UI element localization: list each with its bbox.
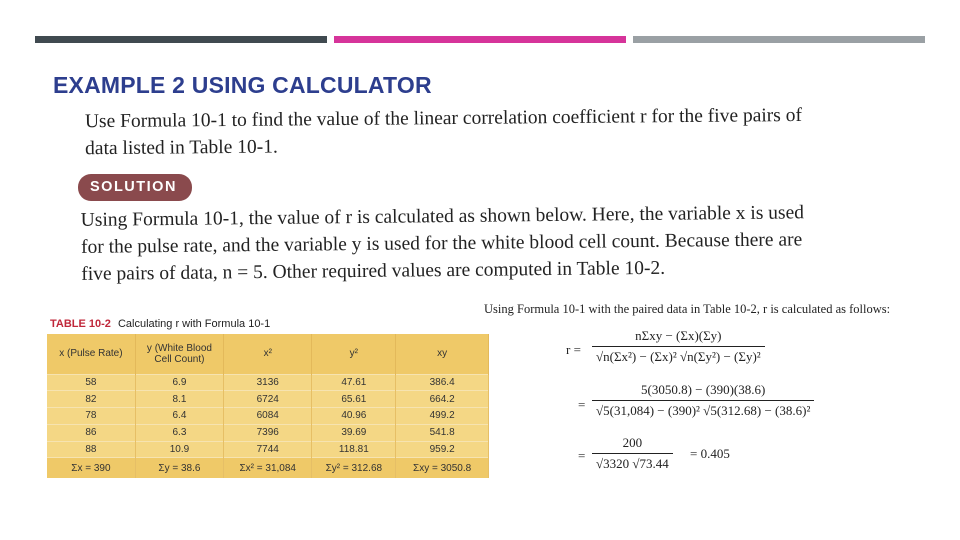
step-1-denominator: √n(Σx²) − (Σx)² √n(Σy²) − (Σy)² xyxy=(596,349,761,364)
step-2-denominator: √5(31,084) − (390)² √5(312.68) − (38.6)² xyxy=(596,403,811,418)
table-row xyxy=(47,374,489,391)
sum-x2: Σx² = 31,084 xyxy=(224,458,312,478)
sum-y: Σy = 38.6 xyxy=(135,458,223,478)
cell: 39.69 xyxy=(312,424,396,441)
table-row xyxy=(47,408,489,425)
fraction-bar xyxy=(592,453,673,454)
equals-sign: = xyxy=(578,397,586,412)
cell: 664.2 xyxy=(396,391,489,408)
accent-bar-pink xyxy=(334,36,626,43)
table-caption xyxy=(50,318,270,330)
cell: 10.9 xyxy=(135,441,223,458)
header-x: x (Pulse Rate) xyxy=(47,334,135,374)
cell: 6084 xyxy=(224,408,312,425)
table-header-row xyxy=(47,334,489,374)
accent-bar-dark xyxy=(35,36,327,43)
cell: 86 xyxy=(47,424,135,441)
table-caption-title: Calculating r with Formula 10-1 xyxy=(117,318,271,330)
solution-text: Using Formula 10-1, the value of r is calculated as shown below. Here, the variable x is used for the pulse rate, and the variable y is used for the white blood cell count. Because there are five pairs of data, n = 5. Other required values are computed in Table 10-2. xyxy=(80,202,805,285)
table-row xyxy=(47,391,489,408)
cell: 118.81 xyxy=(312,441,396,458)
cell: 386.4 xyxy=(396,374,489,391)
table-10-2 xyxy=(47,318,489,486)
formula-intro: Using Formula 10-1 with the paired data in Table 10-2, r is calculated as follows: xyxy=(484,302,891,316)
problem-text: Use Formula 10-1 to find the value of the linear correlation coefficient r for the five pairs of data listed in Table 10-1. xyxy=(84,104,803,160)
formula-step-3 xyxy=(592,435,673,472)
table-sums-row xyxy=(47,458,489,478)
cell: 88 xyxy=(47,441,135,458)
formula-step-1 xyxy=(592,328,765,365)
table-caption-number: TABLE 10-2 xyxy=(50,318,111,330)
cell: 6.9 xyxy=(135,374,223,391)
header-y: y (White Blood Cell Count) xyxy=(135,334,223,374)
accent-bar-gray xyxy=(633,36,925,43)
cell: 47.61 xyxy=(312,374,396,391)
cell: 959.2 xyxy=(396,441,489,458)
cell: 40.96 xyxy=(312,408,396,425)
cell: 7396 xyxy=(224,424,312,441)
header-xy: xy xyxy=(396,334,489,374)
cell: 8.1 xyxy=(135,391,223,408)
cell: 82 xyxy=(47,391,135,408)
sum-xy: Σxy = 3050.8 xyxy=(396,458,489,478)
top-accent-bars xyxy=(35,36,925,44)
cell: 6.3 xyxy=(135,424,223,441)
cell: 6.4 xyxy=(135,408,223,425)
r-result: = 0.405 xyxy=(690,446,730,461)
cell: 541.8 xyxy=(396,424,489,441)
fraction-bar xyxy=(592,400,814,401)
cell: 58 xyxy=(47,374,135,391)
data-table xyxy=(47,334,489,478)
cell: 499.2 xyxy=(396,408,489,425)
equals-sign: = xyxy=(578,448,586,463)
header-x2: x² xyxy=(224,334,312,374)
cell: 7744 xyxy=(224,441,312,458)
cell: 3136 xyxy=(224,374,312,391)
solution-badge: SOLUTION xyxy=(78,174,192,201)
formula-calculation xyxy=(482,302,942,480)
table-row xyxy=(47,441,489,458)
cell: 78 xyxy=(47,408,135,425)
sum-y2: Σy² = 312.68 xyxy=(312,458,396,478)
slide-title: EXAMPLE 2 USING CALCULATOR xyxy=(53,72,432,98)
step-2-numerator: 5(3050.8) − (390)(38.6) xyxy=(641,382,766,397)
formula-step-2 xyxy=(592,382,814,419)
step-3-denominator: √3320 √73.44 xyxy=(596,456,669,471)
table-row xyxy=(47,424,489,441)
cell: 6724 xyxy=(224,391,312,408)
r-label: r = xyxy=(566,342,581,357)
header-y2: y² xyxy=(312,334,396,374)
cell: 65.61 xyxy=(312,391,396,408)
step-1-numerator: nΣxy − (Σx)(Σy) xyxy=(635,328,722,343)
sum-x: Σx = 390 xyxy=(47,458,135,478)
fraction-bar xyxy=(592,346,765,347)
step-3-numerator: 200 xyxy=(622,435,643,450)
